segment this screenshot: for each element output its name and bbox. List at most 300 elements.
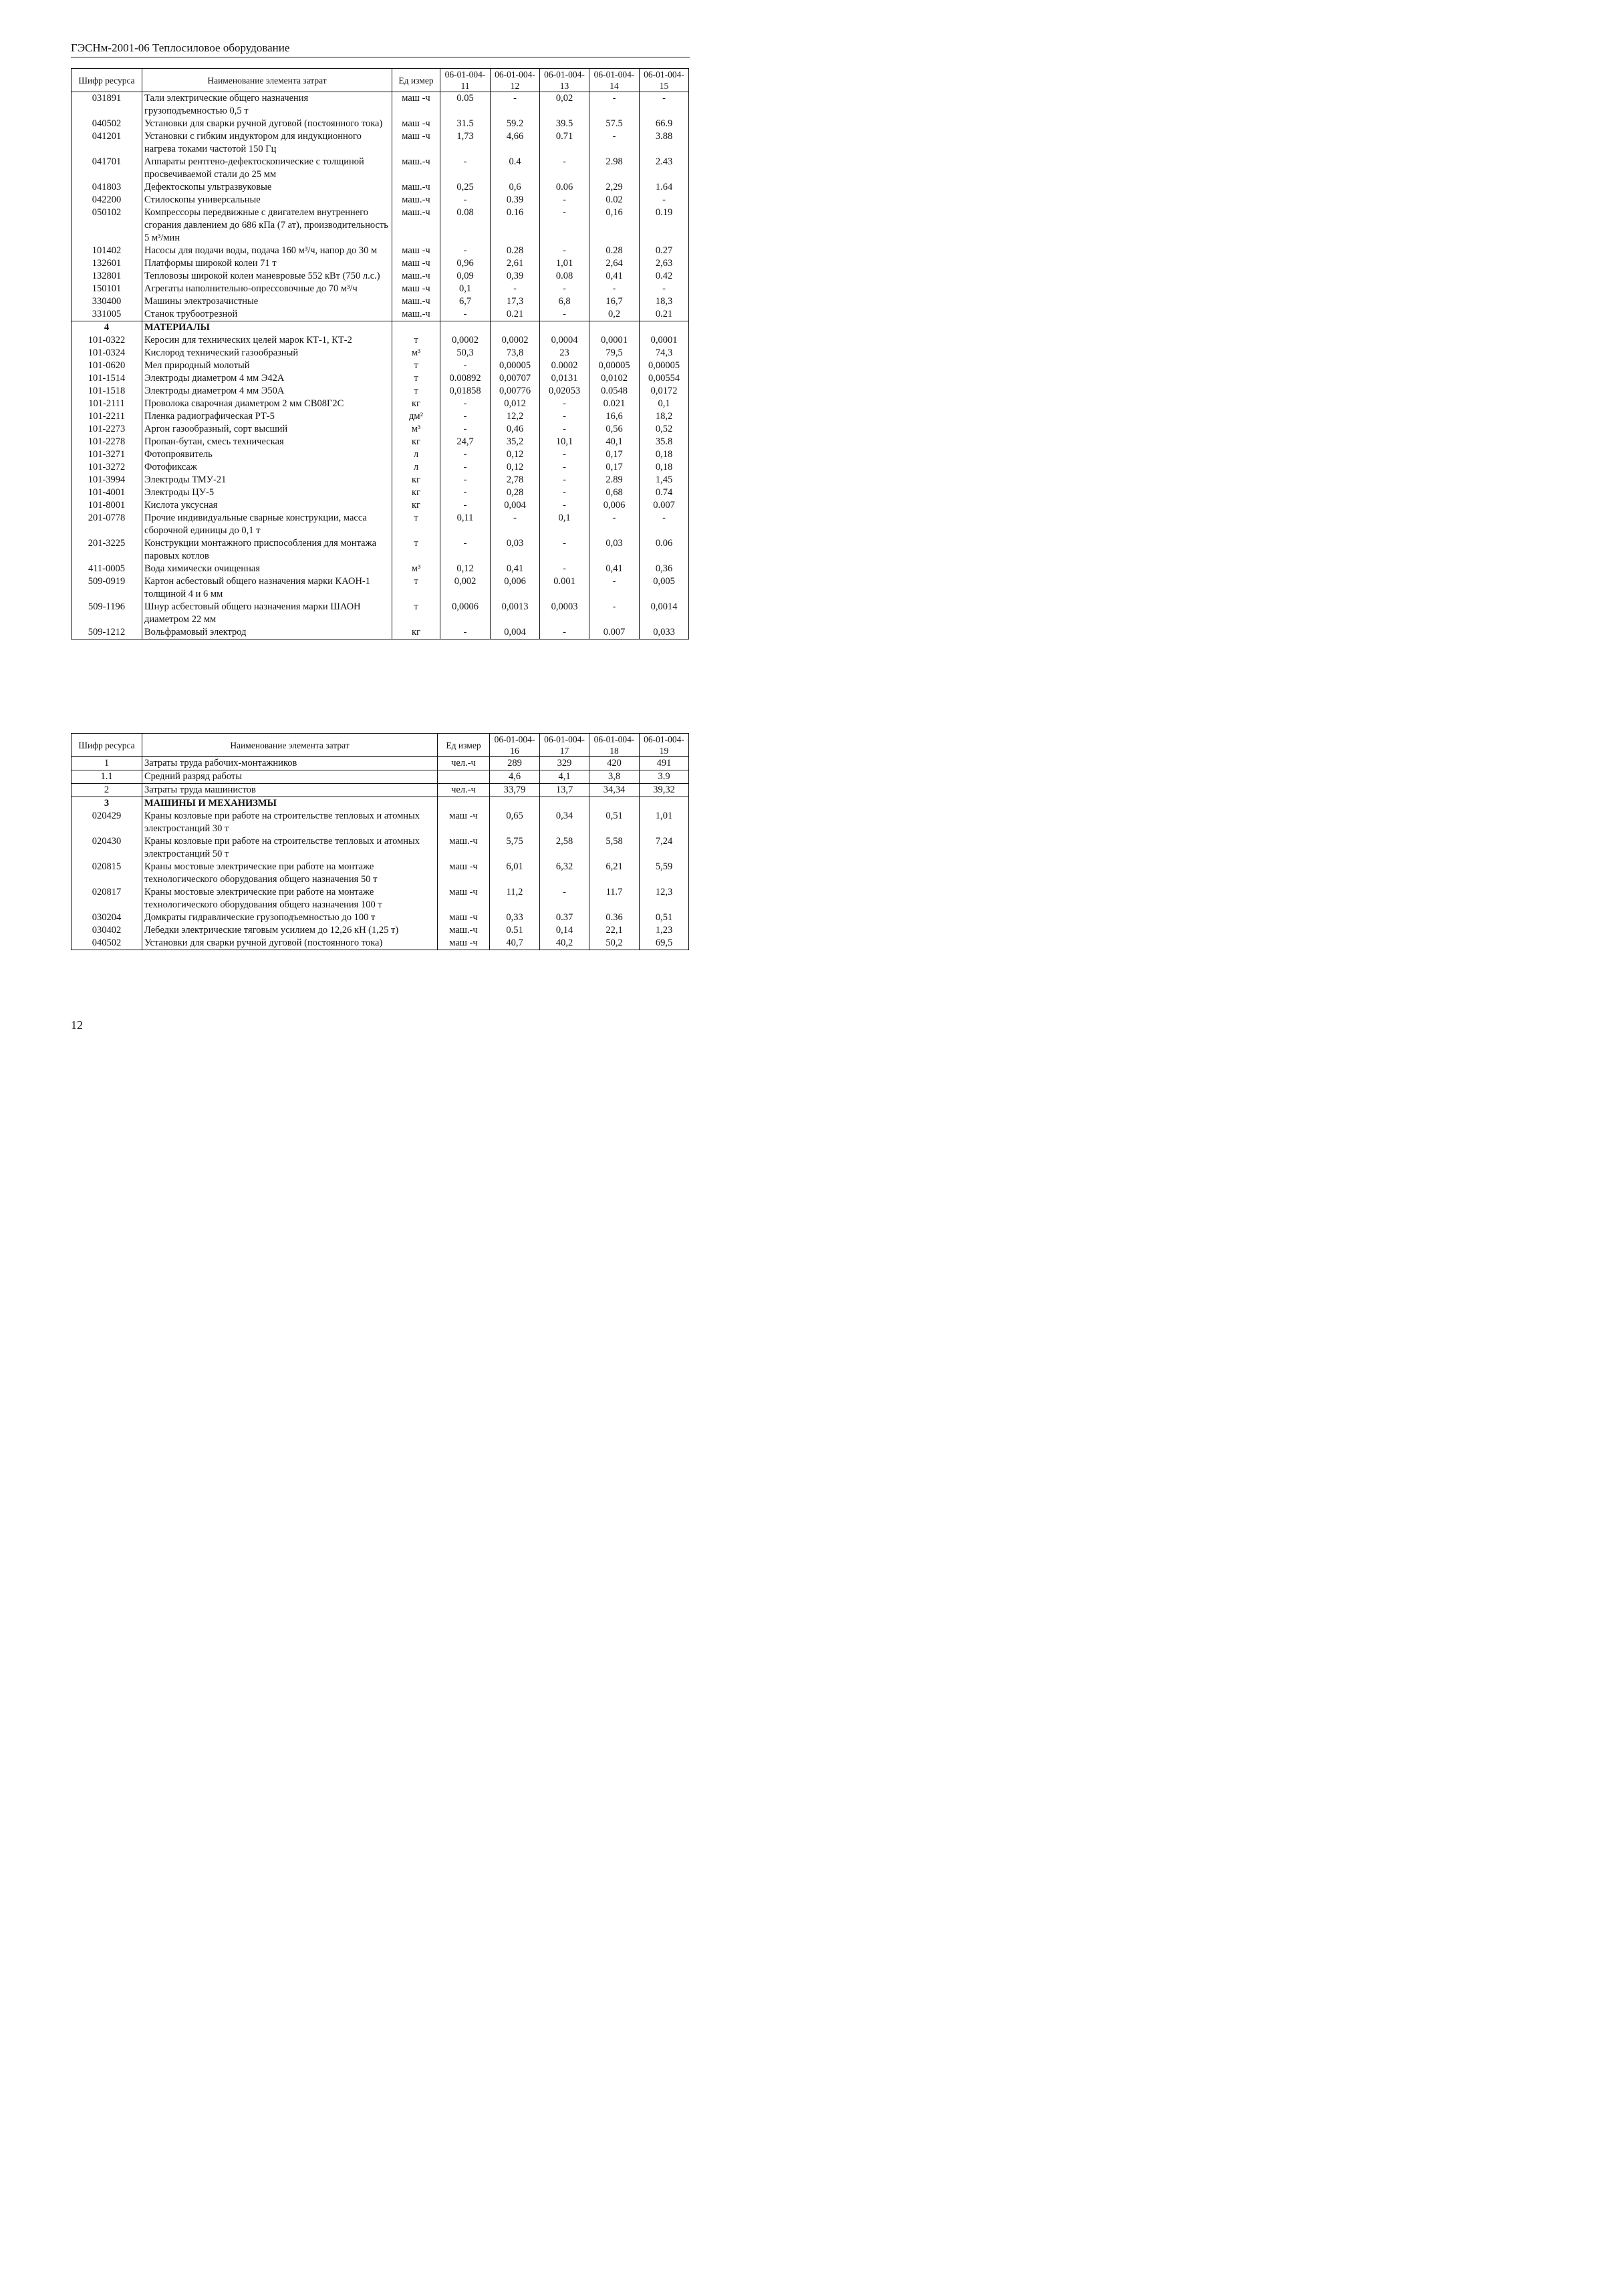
resource-name-cell: МАТЕРИАЛЫ [142, 321, 392, 335]
header-col-11: 06-01-004-11 [440, 69, 491, 92]
table-row [72, 436, 689, 448]
resource-name-cell: Вода химически очищенная [142, 563, 392, 575]
unit-cell: маш -ч [438, 886, 490, 911]
resource-name-cell: Аргон газообразный, сорт высший [142, 423, 392, 436]
value-cell: - [540, 283, 589, 295]
value-cell: 22,1 [589, 924, 640, 937]
value-cell: 0.06 [540, 181, 589, 194]
value-cell: 0.36 [589, 911, 640, 924]
resource-code-cell: 1 [72, 757, 142, 770]
header-code: Шифр ресурса [72, 69, 142, 92]
value-cell: - [589, 601, 640, 626]
value-cell: 0,00005 [589, 360, 640, 372]
value-cell: 0,17 [589, 448, 640, 461]
resource-name-cell: Краны мостовые электрические при работе на монтаже технологического оборудования общего назначения 100 т [142, 886, 438, 911]
table-row [72, 156, 689, 181]
value-cell: 0,12 [491, 448, 540, 461]
unit-cell: маш.-ч [438, 835, 490, 861]
resource-code-cell: 041803 [72, 181, 142, 194]
value-cell: 0.05 [440, 92, 491, 118]
resource-name-cell: Машины электрозачистные [142, 295, 392, 308]
value-cell: 0.21 [640, 308, 689, 321]
value-cell: - [640, 194, 689, 206]
header-col-12: 06-01-004-12 [491, 69, 540, 92]
value-cell: 0.51 [490, 924, 540, 937]
value-cell: - [540, 308, 589, 321]
value-cell: - [640, 92, 689, 118]
unit-cell: маш.-ч [392, 308, 440, 321]
table-row [72, 499, 689, 512]
value-cell: 0,46 [491, 423, 540, 436]
resource-name-cell: МАШИНЫ И МЕХАНИЗМЫ [142, 797, 438, 811]
table-row [72, 474, 689, 486]
value-cell: 74,3 [640, 347, 689, 360]
value-cell: 10,1 [540, 436, 589, 448]
resource-code-cell: 041701 [72, 156, 142, 181]
resource-name-cell: Кислород технический газообразный [142, 347, 392, 360]
resource-code-cell: 150101 [72, 283, 142, 295]
table-row [72, 512, 689, 537]
resource-code-cell: 041201 [72, 130, 142, 156]
value-cell: - [540, 245, 589, 257]
unit-cell: маш.-ч [392, 181, 440, 194]
value-cell: 0,56 [589, 423, 640, 436]
unit-cell: маш.-ч [392, 156, 440, 181]
value-cell: 35,2 [491, 436, 540, 448]
section-row [72, 321, 689, 335]
value-cell: 1,73 [440, 130, 491, 156]
value-cell: 0,0102 [589, 372, 640, 385]
resource-name-cell: Вольфрамовый электрод [142, 626, 392, 639]
table-2-header-row [72, 734, 689, 757]
resource-name-cell: Пленка радиографическая РТ-5 [142, 410, 392, 423]
value-cell: - [640, 283, 689, 295]
resource-name-cell: Керосин для технических целей марок КТ-1, КТ-2 [142, 334, 392, 347]
table-row [72, 410, 689, 423]
value-cell [589, 321, 640, 335]
header-unit: Ед измер [438, 734, 490, 757]
value-cell: - [540, 194, 589, 206]
value-cell: 35.8 [640, 436, 689, 448]
value-cell: 39.5 [540, 118, 589, 130]
value-cell: 66.9 [640, 118, 689, 130]
value-cell: 17,3 [491, 295, 540, 308]
value-cell: - [540, 626, 589, 639]
value-cell: - [491, 283, 540, 295]
unit-cell: маш.-ч [438, 924, 490, 937]
table-row [72, 886, 689, 911]
resource-code-cell: 132601 [72, 257, 142, 270]
value-cell: 3,8 [589, 770, 640, 784]
header-name: Наименование элемента затрат [142, 69, 392, 92]
resource-code-cell: 2 [72, 784, 142, 797]
resource-code-cell: 031891 [72, 92, 142, 118]
unit-cell: т [392, 334, 440, 347]
resource-name-cell: Фотопроявитель [142, 448, 392, 461]
unit-cell: м³ [392, 347, 440, 360]
table-row [72, 575, 689, 601]
value-cell: 0,41 [491, 563, 540, 575]
unit-cell: маш -ч [392, 130, 440, 156]
value-cell: - [440, 448, 491, 461]
value-cell: 0.19 [640, 206, 689, 245]
resource-name-cell: Затраты труда рабочих-монтажников [142, 757, 438, 770]
value-cell: 0,18 [640, 448, 689, 461]
header-col-13: 06-01-004-13 [540, 69, 589, 92]
resource-code-cell: 020429 [72, 810, 142, 835]
value-cell: 40,1 [589, 436, 640, 448]
value-cell: - [440, 410, 491, 423]
page-number: 12 [71, 1018, 83, 1032]
value-cell: 1,01 [540, 257, 589, 270]
header-col-14: 06-01-004-14 [589, 69, 640, 92]
table-row [72, 92, 689, 118]
header-col-15: 06-01-004-15 [640, 69, 689, 92]
table-row [72, 118, 689, 130]
value-cell: - [440, 474, 491, 486]
value-cell: 1,23 [640, 924, 689, 937]
resource-name-cell: Установки для сварки ручной дуговой (постоянного тока) [142, 937, 438, 950]
value-cell: - [440, 308, 491, 321]
unit-cell: маш -ч [438, 810, 490, 835]
resource-name-cell: Электроды ТМУ-21 [142, 474, 392, 486]
value-cell: 0,03 [589, 537, 640, 563]
resource-code-cell: 101-1514 [72, 372, 142, 385]
value-cell: 0.16 [491, 206, 540, 245]
value-cell [540, 321, 589, 335]
value-cell: 0,65 [490, 810, 540, 835]
unit-cell: маш.-ч [392, 270, 440, 283]
table-row [72, 486, 689, 499]
value-cell: 0,01858 [440, 385, 491, 398]
value-cell: 3.9 [640, 770, 689, 784]
value-cell: 4,1 [540, 770, 589, 784]
table-row [72, 810, 689, 835]
unit-cell: м³ [392, 563, 440, 575]
resource-name-cell: Тепловозы широкой колеи маневровые 552 кВт (750 л.с.) [142, 270, 392, 283]
header-unit: Ед измер [392, 69, 440, 92]
value-cell: 0,0006 [440, 601, 491, 626]
value-cell: 0,0001 [589, 334, 640, 347]
resource-code-cell: 101-0324 [72, 347, 142, 360]
table-row [72, 206, 689, 245]
value-cell: 4,66 [491, 130, 540, 156]
unit-cell: т [392, 601, 440, 626]
value-cell: - [540, 448, 589, 461]
header-code: Шифр ресурса [72, 734, 142, 757]
value-cell: 24,7 [440, 436, 491, 448]
value-cell: 57.5 [589, 118, 640, 130]
value-cell: 0,1 [440, 283, 491, 295]
table-row [72, 757, 689, 770]
resource-name-cell: Агрегаты наполнительно-опрессовочные до 70 м³/ч [142, 283, 392, 295]
resource-code-cell: 101-8001 [72, 499, 142, 512]
resource-name-cell: Затраты труда машинистов [142, 784, 438, 797]
resource-code-cell: 101-2111 [72, 398, 142, 410]
unit-cell: чел.-ч [438, 784, 490, 797]
value-cell: 34,34 [589, 784, 640, 797]
resource-name-cell: Прочие индивидуальные сварные конструкции, масса сборочной единицы до 0,1 т [142, 512, 392, 537]
unit-cell: дм² [392, 410, 440, 423]
value-cell: 2,61 [491, 257, 540, 270]
unit-cell: маш -ч [392, 118, 440, 130]
value-cell: - [589, 575, 640, 601]
value-cell: - [440, 245, 491, 257]
resource-code-cell: 132801 [72, 270, 142, 283]
value-cell: 0.28 [491, 245, 540, 257]
value-cell: - [540, 886, 589, 911]
value-cell: 0,96 [440, 257, 491, 270]
value-cell: 0.007 [589, 626, 640, 639]
value-cell: 6,21 [589, 861, 640, 886]
resource-code-cell: 042200 [72, 194, 142, 206]
value-cell: 0,033 [640, 626, 689, 639]
unit-cell: маш -ч [392, 283, 440, 295]
value-cell: 0.08 [540, 270, 589, 283]
unit-cell: т [392, 372, 440, 385]
table-row [72, 835, 689, 861]
header-col-17: 06-01-004-17 [540, 734, 589, 757]
value-cell: - [491, 512, 540, 537]
table-row [72, 270, 689, 283]
resource-name-cell: Компрессоры передвижные с двигателем внутреннего сгорания давлением до 686 кПа (7 ат), производительность 5 м³/мин [142, 206, 392, 245]
value-cell: 329 [540, 757, 589, 770]
value-cell: - [440, 398, 491, 410]
value-cell: 0.0548 [589, 385, 640, 398]
value-cell: 0,6 [491, 181, 540, 194]
value-cell [540, 797, 589, 811]
value-cell: - [540, 499, 589, 512]
resource-code-cell: 101-2273 [72, 423, 142, 436]
value-cell: 6,7 [440, 295, 491, 308]
value-cell: 0,0003 [540, 601, 589, 626]
value-cell: 0,52 [640, 423, 689, 436]
value-cell: 0,28 [491, 486, 540, 499]
value-cell [491, 321, 540, 335]
value-cell: 18,3 [640, 295, 689, 308]
value-cell: 0,0013 [491, 601, 540, 626]
value-cell: 1,01 [640, 810, 689, 835]
value-cell: 11,2 [490, 886, 540, 911]
value-cell: 50,2 [589, 937, 640, 950]
value-cell: - [440, 461, 491, 474]
value-cell: 0.08 [440, 206, 491, 245]
value-cell: 3.88 [640, 130, 689, 156]
table-row [72, 448, 689, 461]
value-cell: 33,79 [490, 784, 540, 797]
value-cell: 73,8 [491, 347, 540, 360]
resource-code-cell: 040502 [72, 118, 142, 130]
value-cell: 0,0131 [540, 372, 589, 385]
table-row [72, 245, 689, 257]
value-cell: 0.06 [640, 537, 689, 563]
unit-cell: кг [392, 626, 440, 639]
resource-code-cell: 4 [72, 321, 142, 335]
value-cell: 0.71 [540, 130, 589, 156]
value-cell: - [589, 92, 640, 118]
table-row [72, 334, 689, 347]
resource-name-cell: Аппараты рентгено-дефектоскопические с толщиной просвечиваемой стали до 25 мм [142, 156, 392, 181]
value-cell: 0,41 [589, 270, 640, 283]
header-col-19: 06-01-004-19 [640, 734, 689, 757]
value-cell: 0.021 [589, 398, 640, 410]
resource-code-cell: 101-3272 [72, 461, 142, 474]
value-cell: 79,5 [589, 347, 640, 360]
resource-name-cell: Шнур асбестовый общего назначения марки ШАОН диаметром 22 мм [142, 601, 392, 626]
page-header [71, 41, 690, 57]
table-row [72, 130, 689, 156]
value-cell: - [540, 486, 589, 499]
unit-cell: т [392, 512, 440, 537]
value-cell: 0,0172 [640, 385, 689, 398]
resource-name-cell: Станок трубоотрезной [142, 308, 392, 321]
table-row [72, 937, 689, 950]
value-cell: 0.74 [640, 486, 689, 499]
value-cell: 0,11 [440, 512, 491, 537]
table-row [72, 347, 689, 360]
resource-name-cell: Установки с гибким индуктором для индукционного нагрева токами частотой 150 Гц [142, 130, 392, 156]
resource-name-cell: Средний разряд работы [142, 770, 438, 784]
resource-name-cell: Платформы широкой колеи 71 т [142, 257, 392, 270]
value-cell: 0,0014 [640, 601, 689, 626]
resource-code-cell: 050102 [72, 206, 142, 245]
value-cell: 0,002 [440, 575, 491, 601]
value-cell: - [491, 92, 540, 118]
value-cell [640, 797, 689, 811]
value-cell: 2,63 [640, 257, 689, 270]
value-cell: 0,006 [589, 499, 640, 512]
value-cell: 0,51 [589, 810, 640, 835]
value-cell: 2.98 [589, 156, 640, 181]
value-cell: 11.7 [589, 886, 640, 911]
table-row [72, 770, 689, 784]
resource-code-cell: 1.1 [72, 770, 142, 784]
value-cell: 0.0002 [540, 360, 589, 372]
resource-name-cell: Пропан-бутан, смесь техническая [142, 436, 392, 448]
resource-name-cell: Электроды ЦУ-5 [142, 486, 392, 499]
value-cell: - [589, 512, 640, 537]
value-cell: 0,16 [589, 206, 640, 245]
resource-name-cell: Домкраты гидравлические грузоподъемностью до 100 т [142, 911, 438, 924]
value-cell: 0,33 [490, 911, 540, 924]
resource-code-cell: 101-2278 [72, 436, 142, 448]
resource-name-cell: Краны козловые при работе на строительстве тепловых и атомных электростанций 50 т [142, 835, 438, 861]
unit-cell: т [392, 360, 440, 372]
resource-code-cell: 201-3225 [72, 537, 142, 563]
value-cell: 0.37 [540, 911, 589, 924]
value-cell: - [440, 499, 491, 512]
resource-code-cell: 411-0005 [72, 563, 142, 575]
unit-cell: т [392, 385, 440, 398]
unit-cell: чел.-ч [438, 757, 490, 770]
table-row [72, 423, 689, 436]
resource-code-cell: 020815 [72, 861, 142, 886]
unit-cell: т [392, 537, 440, 563]
table-row [72, 911, 689, 924]
resource-code-cell: 509-1196 [72, 601, 142, 626]
unit-cell [438, 770, 490, 784]
value-cell: - [540, 537, 589, 563]
header-col-16: 06-01-004-16 [490, 734, 540, 757]
value-cell: - [540, 563, 589, 575]
table-row [72, 861, 689, 886]
value-cell: 12,3 [640, 886, 689, 911]
value-cell: 0,02 [540, 92, 589, 118]
value-cell: - [589, 130, 640, 156]
value-cell: 0,12 [440, 563, 491, 575]
value-cell: 0,36 [640, 563, 689, 575]
header-col-18: 06-01-004-18 [589, 734, 640, 757]
resource-name-cell: Лебедки электрические тяговым усилием до 12,26 кН (1,25 т) [142, 924, 438, 937]
value-cell: 40,7 [490, 937, 540, 950]
resource-code-cell: 030402 [72, 924, 142, 937]
table-row [72, 398, 689, 410]
value-cell: - [440, 423, 491, 436]
value-cell [640, 321, 689, 335]
resource-code-cell: 509-1212 [72, 626, 142, 639]
resource-name-cell: Кислота уксусная [142, 499, 392, 512]
value-cell: 31.5 [440, 118, 491, 130]
value-cell: 6,8 [540, 295, 589, 308]
value-cell: - [440, 486, 491, 499]
value-cell: 1.64 [640, 181, 689, 194]
unit-cell: кг [392, 436, 440, 448]
value-cell: 0,68 [589, 486, 640, 499]
value-cell: 0,03 [491, 537, 540, 563]
table-1-body [72, 92, 689, 639]
value-cell: 6,32 [540, 861, 589, 886]
value-cell: - [540, 423, 589, 436]
resource-name-cell: Стилоскопы универсальные [142, 194, 392, 206]
resource-name-cell: Картон асбестовый общего назначения марки КАОН-1 толщиной 4 и 6 мм [142, 575, 392, 601]
unit-cell: т [392, 575, 440, 601]
unit-cell [392, 321, 440, 335]
value-cell: 50,3 [440, 347, 491, 360]
value-cell: 491 [640, 757, 689, 770]
value-cell: 0,004 [491, 499, 540, 512]
value-cell: 0.39 [491, 194, 540, 206]
table-row [72, 461, 689, 474]
resource-code-cell: 030204 [72, 911, 142, 924]
table-1-header-row [72, 69, 689, 92]
value-cell: 6,01 [490, 861, 540, 886]
resource-table-1 [71, 68, 689, 639]
unit-cell: маш -ч [392, 257, 440, 270]
value-cell: - [540, 398, 589, 410]
value-cell: 59.2 [491, 118, 540, 130]
unit-cell: м³ [392, 423, 440, 436]
unit-cell: маш.-ч [392, 206, 440, 245]
table-row [72, 924, 689, 937]
table-row [72, 372, 689, 385]
resource-code-cell: 101-0620 [72, 360, 142, 372]
resource-code-cell: 020430 [72, 835, 142, 861]
value-cell: 0,00005 [640, 360, 689, 372]
value-cell: - [540, 461, 589, 474]
resource-name-cell: Дефектоскопы ультразвуковые [142, 181, 392, 194]
table-row [72, 360, 689, 372]
resource-name-cell: Конструкции монтажного приспособления для монтажа паровых котлов [142, 537, 392, 563]
value-cell: - [540, 206, 589, 245]
unit-cell [438, 797, 490, 811]
value-cell: 23 [540, 347, 589, 360]
table-row [72, 194, 689, 206]
value-cell: 0,25 [440, 181, 491, 194]
page-title: ГЭСНм-2001-06 Теплосиловое оборудование [71, 41, 290, 54]
value-cell: 5,59 [640, 861, 689, 886]
unit-cell: кг [392, 474, 440, 486]
value-cell [490, 797, 540, 811]
